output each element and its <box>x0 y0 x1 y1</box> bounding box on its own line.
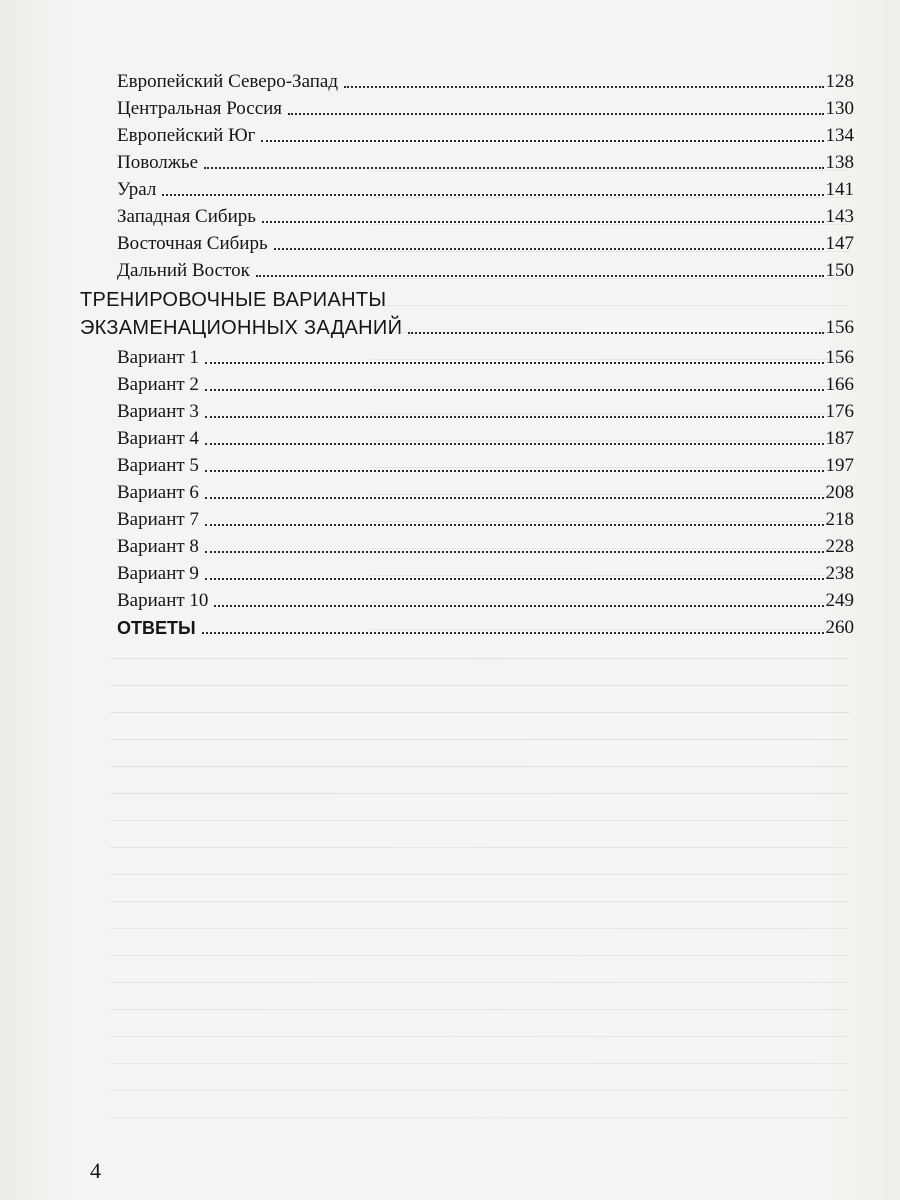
toc-entry-variant[interactable] <box>117 451 854 477</box>
toc-entry-label: Вариант 3 <box>117 401 199 422</box>
toc-entry-page: 187 <box>825 428 854 449</box>
toc-entry-label: Дальний Восток <box>117 260 250 281</box>
toc-entry[interactable] <box>117 148 854 174</box>
toc-entry-label: Вариант 1 <box>117 347 199 368</box>
leader-dots <box>205 470 824 472</box>
toc-entry-label: Вариант 10 <box>117 590 209 611</box>
toc-entry-page: 138 <box>825 152 854 173</box>
toc-entry-variant[interactable] <box>117 343 854 369</box>
toc-entry-page: 143 <box>825 206 854 227</box>
toc-entry-page: 156 <box>825 317 854 338</box>
toc-entry-page: 156 <box>825 347 854 368</box>
toc-entry-variant[interactable] <box>117 505 854 531</box>
toc-entry-label: Вариант 4 <box>117 428 199 449</box>
toc-entry-label: Вариант 9 <box>117 563 199 584</box>
toc-entry-page: 238 <box>825 563 854 584</box>
toc-entry-label: Урал <box>117 179 157 200</box>
toc-entry-page: 197 <box>825 455 854 476</box>
toc-entry-label: Центральная Россия <box>117 98 283 119</box>
leader-dots <box>262 221 824 223</box>
toc-entry[interactable] <box>117 67 854 93</box>
toc-entry-label: Вариант 6 <box>117 482 199 503</box>
toc-entry-label: Вариант 7 <box>117 509 199 530</box>
leader-dots <box>288 113 823 115</box>
toc-entry-variant[interactable] <box>117 478 854 504</box>
toc-entry-page: 128 <box>825 71 854 92</box>
leader-dots <box>205 551 824 553</box>
toc-entry-page: 147 <box>825 233 854 254</box>
toc-entry-label: Вариант 2 <box>117 374 199 395</box>
toc-entry[interactable] <box>117 121 854 147</box>
leader-dots <box>202 632 824 634</box>
leader-dots <box>344 86 823 88</box>
toc-entry-variant[interactable] <box>117 532 854 558</box>
toc-entry-page: 166 <box>825 374 854 395</box>
leader-dots <box>205 362 824 364</box>
toc-entry-answers[interactable] <box>117 613 854 639</box>
leader-dots <box>214 605 823 607</box>
toc-entry[interactable] <box>117 175 854 201</box>
leader-dots <box>205 497 824 499</box>
leader-dots <box>205 416 824 418</box>
toc-entry-variant[interactable] <box>117 370 854 396</box>
toc-entry-label: Европейский Северо-Запад <box>117 71 339 92</box>
toc-entry-page: 134 <box>825 125 854 146</box>
toc-entry-page: 228 <box>825 536 854 557</box>
toc-entry[interactable] <box>117 229 854 255</box>
toc-entry-page: 176 <box>825 401 854 422</box>
toc-entry-page: 249 <box>825 590 854 611</box>
toc-entry-label: Вариант 5 <box>117 455 199 476</box>
toc-entry[interactable] <box>117 256 854 282</box>
leader-dots <box>204 167 823 169</box>
toc-entry-page: 141 <box>825 179 854 200</box>
toc-entry-page: 218 <box>825 509 854 530</box>
toc-entry-variant[interactable] <box>117 424 854 450</box>
section-title-line1: ТРЕНИРОВОЧНЫЕ ВАРИАНТЫ <box>80 289 387 311</box>
page-number: 4 <box>90 1158 101 1183</box>
section-title-line2: ЭКЗАМЕНАЦИОННЫХ ЗАДАНИЙ <box>80 317 403 339</box>
toc-entry[interactable] <box>117 94 854 120</box>
leader-dots <box>274 248 824 250</box>
toc-entry-variant[interactable] <box>117 559 854 585</box>
leader-dots <box>205 578 824 580</box>
leader-dots <box>408 332 823 334</box>
toc-entry-page: 260 <box>825 617 854 638</box>
leader-dots <box>162 194 823 196</box>
show-through-text-bottom <box>110 640 850 1140</box>
leader-dots <box>205 389 824 391</box>
toc-entry-label: ОТВЕТЫ <box>117 618 196 638</box>
toc-entry-page: 130 <box>825 98 854 119</box>
toc-entry-variant[interactable] <box>117 586 854 612</box>
toc-entry-label: Западная Сибирь <box>117 206 256 227</box>
leader-dots <box>261 140 823 142</box>
toc-entry-variant[interactable] <box>117 397 854 423</box>
leader-dots <box>256 275 824 277</box>
toc-entry-label: Вариант 8 <box>117 536 199 557</box>
toc-entry[interactable] <box>117 202 854 228</box>
toc-entry-label: Восточная Сибирь <box>117 233 268 254</box>
toc-section-entry[interactable] <box>80 313 854 339</box>
toc-entry-page: 208 <box>825 482 854 503</box>
toc-entry-label: Европейский Юг <box>117 125 256 146</box>
toc-entry-label: Поволжье <box>117 152 199 173</box>
toc-entry-page: 150 <box>825 260 854 281</box>
leader-dots <box>205 524 824 526</box>
leader-dots <box>205 443 824 445</box>
